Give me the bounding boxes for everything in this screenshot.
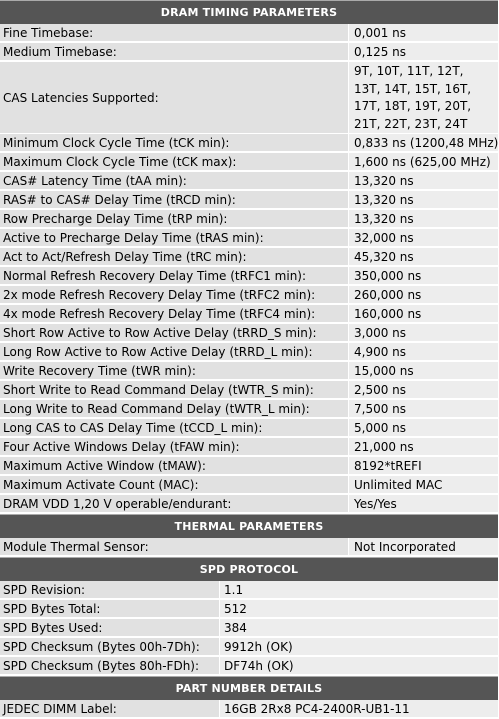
row-label: 4x mode Refresh Recovery Delay Time (tRFC4 min):	[0, 305, 349, 322]
row-label: Four Active Windows Delay (tFAW min):	[0, 438, 349, 455]
spd-protocol-header: SPD PROTOCOL	[0, 557, 498, 581]
row-label: Normal Refresh Recovery Delay Time (tRFC1 min):	[0, 267, 349, 284]
row-value: 13,320 ns	[349, 172, 498, 189]
row-label: SPD Bytes Used:	[0, 619, 220, 636]
table-row	[0, 438, 498, 457]
thermal-header: THERMAL PARAMETERS	[0, 514, 498, 538]
table-row	[0, 476, 498, 495]
table-row	[0, 495, 498, 514]
table-row	[0, 419, 498, 438]
table-row	[0, 700, 498, 719]
row-value: Not Incorporated	[349, 538, 498, 555]
row-value: 45,320 ns	[349, 248, 498, 265]
row-label: Row Precharge Delay Time (tRP min):	[0, 210, 349, 227]
row-label: Long Row Active to Row Active Delay (tRRD_L min):	[0, 343, 349, 360]
row-label: Maximum Activate Count (MAC):	[0, 476, 349, 493]
table-row	[0, 267, 498, 286]
row-value: 21,000 ns	[349, 438, 498, 455]
part-number-section	[0, 676, 498, 719]
dram-timing-header: DRAM TIMING PARAMETERS	[0, 0, 498, 24]
part-number-header: PART NUMBER DETAILS	[0, 676, 498, 700]
row-label: SPD Checksum (Bytes 00h-7Dh):	[0, 638, 220, 655]
table-row	[0, 343, 498, 362]
table-row	[0, 24, 498, 43]
row-value: 350,000 ns	[349, 267, 498, 284]
row-value: 5,000 ns	[349, 419, 498, 436]
cas-latency-line: 17T, 18T, 19T, 20T,	[354, 99, 472, 113]
table-row	[0, 457, 498, 476]
cas-latency-line: 9T, 10T, 11T, 12T,	[354, 64, 464, 78]
table-row	[0, 248, 498, 267]
table-row	[0, 191, 498, 210]
row-value: 1,600 ns (625,00 MHz)	[349, 153, 498, 170]
table-row	[0, 229, 498, 248]
table-row	[0, 153, 498, 172]
row-label: Module Thermal Sensor:	[0, 538, 349, 555]
row-value: 15,000 ns	[349, 362, 498, 379]
row-label: SPD Revision:	[0, 581, 220, 598]
row-label: Write Recovery Time (tWR min):	[0, 362, 349, 379]
row-label: DRAM VDD 1,20 V operable/endurant:	[0, 495, 349, 512]
row-value: 0,125 ns	[349, 43, 498, 60]
row-value: 1.1	[220, 581, 498, 598]
cas-latency-line: 21T, 22T, 23T, 24T	[354, 116, 468, 131]
table-row	[0, 324, 498, 343]
row-value: 8192*tREFI	[349, 457, 498, 474]
spd-protocol-section	[0, 557, 498, 676]
row-label: Maximum Clock Cycle Time (tCK max):	[0, 153, 349, 170]
table-row	[0, 581, 498, 600]
row-value: 13,320 ns	[349, 191, 498, 208]
row-label: Minimum Clock Cycle Time (tCK min):	[0, 134, 349, 151]
table-row	[0, 538, 498, 557]
row-label: Long Write to Read Command Delay (tWTR_L min):	[0, 400, 349, 417]
row-value: 260,000 ns	[349, 286, 498, 303]
row-value: 512	[220, 600, 498, 617]
row-label: CAS Latencies Supported:	[0, 62, 349, 133]
table-row	[0, 619, 498, 638]
row-label: SPD Checksum (Bytes 80h-FDh):	[0, 657, 220, 674]
row-label: Short Row Active to Row Active Delay (tRRD_S min):	[0, 324, 349, 341]
table-row	[0, 134, 498, 153]
row-value: 2,500 ns	[349, 381, 498, 398]
row-value: 160,000 ns	[349, 305, 498, 322]
row-label: JEDEC DIMM Label:	[0, 700, 220, 717]
row-label: Medium Timebase:	[0, 43, 349, 60]
row-label: Maximum Active Window (tMAW):	[0, 457, 349, 474]
row-value: 16GB 2Rx8 PC4-2400R-UB1-11	[220, 700, 498, 717]
table-row	[0, 286, 498, 305]
table-row	[0, 172, 498, 191]
row-label: Long CAS to CAS Delay Time (tCCD_L min):	[0, 419, 349, 436]
row-value: 9912h (OK)	[220, 638, 498, 655]
row-value: 13,320 ns	[349, 210, 498, 227]
cas-latency-line: 13T, 14T, 15T, 16T,	[354, 81, 472, 96]
table-row-cas-latencies	[0, 62, 498, 134]
row-value: Unlimited MAC	[349, 476, 498, 493]
table-row	[0, 362, 498, 381]
table-row	[0, 210, 498, 229]
row-value: 3,000 ns	[349, 324, 498, 341]
row-value: DF74h (OK)	[220, 657, 498, 674]
row-value	[349, 62, 498, 133]
row-value: 0,833 ns (1200,48 MHz)	[349, 134, 498, 151]
table-row	[0, 381, 498, 400]
row-value: 4,900 ns	[349, 343, 498, 360]
table-row	[0, 305, 498, 324]
row-value: 0,001 ns	[349, 24, 498, 41]
table-row	[0, 600, 498, 619]
row-value: 7,500 ns	[349, 400, 498, 417]
row-value: Yes/Yes	[349, 495, 498, 512]
table-row	[0, 638, 498, 657]
row-label: CAS# Latency Time (tAA min):	[0, 172, 349, 189]
row-label: SPD Bytes Total:	[0, 600, 220, 617]
row-value: 32,000 ns	[349, 229, 498, 246]
row-label: 2x mode Refresh Recovery Delay Time (tRFC2 min):	[0, 286, 349, 303]
table-row	[0, 43, 498, 62]
row-label: Act to Act/Refresh Delay Time (tRC min):	[0, 248, 349, 265]
row-label: Short Write to Read Command Delay (tWTR_S min):	[0, 381, 349, 398]
table-row	[0, 400, 498, 419]
row-value: 384	[220, 619, 498, 636]
row-label: RAS# to CAS# Delay Time (tRCD min):	[0, 191, 349, 208]
table-row	[0, 657, 498, 676]
row-label: Active to Precharge Delay Time (tRAS min):	[0, 229, 349, 246]
thermal-section	[0, 514, 498, 557]
row-label: Fine Timebase:	[0, 24, 349, 41]
